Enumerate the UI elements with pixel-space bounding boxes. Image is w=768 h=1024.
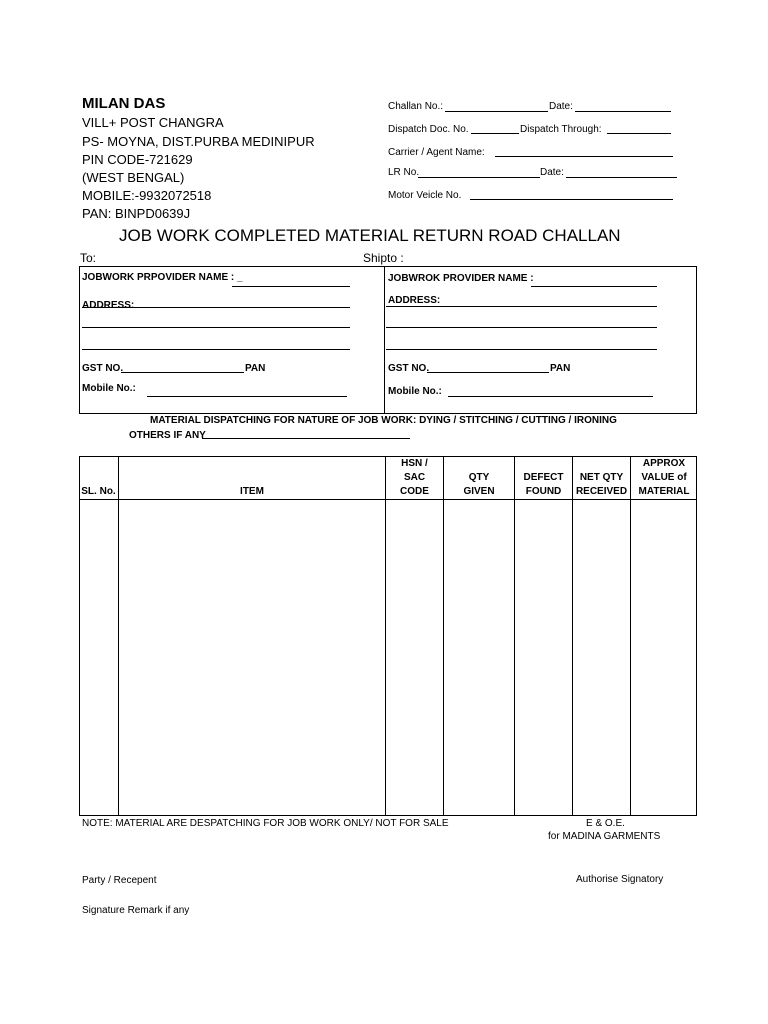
header-sl-no: SL. No.: [81, 486, 116, 497]
left-provider-name-field[interactable]: [232, 286, 350, 287]
others-label: OTHERS IF ANY: [129, 430, 206, 441]
signature-remark-label: Signature Remark if any: [82, 905, 190, 916]
lr-date-field[interactable]: [566, 177, 677, 178]
motor-vehicle-label: Motor Veicle No.: [388, 190, 462, 201]
right-address-line[interactable]: [386, 306, 657, 307]
sender-mobile: MOBILE:-9932072518: [82, 188, 212, 203]
header-defect-found: DEFECT FOUND: [523, 472, 564, 497]
header-net-qty-received: NET QTY RECEIVED: [575, 472, 628, 497]
sender-state: (WEST BENGAL): [82, 170, 185, 185]
authorise-signatory-label: Authorise Signatory: [576, 874, 664, 885]
left-address-label: ADDRESS:: [82, 300, 135, 311]
motor-vehicle-field[interactable]: [470, 199, 673, 200]
table-column-divider: [443, 456, 444, 816]
sender-address-line: VILL+ POST CHANGRA: [82, 115, 224, 130]
dispatch-nature-text: MATERIAL DISPATCHING FOR NATURE OF JOB WORK: DYING / STITCHING / CUTTING / IRONING: [150, 415, 617, 426]
left-address-line[interactable]: [82, 327, 350, 328]
dispatch-doc-label: Dispatch Doc. No.: [388, 124, 469, 135]
header-approx-value: APPROX VALUE of MATERIAL: [638, 458, 690, 497]
header-hsn-sac-code: HSN / SAC CODE: [400, 458, 429, 497]
right-pan-label: PAN: [550, 363, 571, 374]
table-column-divider: [118, 456, 119, 816]
right-gst-label: GST NO.: [388, 363, 430, 374]
carrier-field[interactable]: [495, 156, 673, 157]
right-address-label: ADDRESS:: [388, 295, 441, 306]
sender-address-line: PS- MOYNA, DIST.PURBA MEDINIPUR: [82, 134, 315, 149]
page-title: JOB WORK COMPLETED MATERIAL RETURN ROAD CHALLAN: [119, 226, 621, 245]
sender-pan: PAN: BINPD0639J: [82, 206, 191, 221]
left-gst-field[interactable]: [121, 372, 244, 373]
left-mobile-field[interactable]: [147, 396, 347, 397]
right-mobile-label: Mobile No.:: [388, 386, 442, 397]
to-label: To:: [80, 251, 97, 265]
right-mobile-field[interactable]: [448, 396, 653, 397]
left-address-line[interactable]: [82, 307, 350, 308]
party-recepent-label: Party / Recepent: [82, 875, 157, 886]
for-company-text: for MADINA GARMENTS: [548, 831, 661, 842]
table-column-divider: [385, 456, 386, 816]
others-field[interactable]: [202, 438, 410, 439]
note-text: NOTE: MATERIAL ARE DESPATCHING FOR JOB WORK ONLY/ NOT FOR SALE: [82, 818, 449, 829]
party-divider: [384, 266, 385, 414]
shipto-label: Shipto :: [363, 251, 404, 265]
lr-no-field[interactable]: [418, 177, 540, 178]
lr-date-label: Date:: [540, 167, 564, 178]
right-address-line[interactable]: [386, 327, 657, 328]
dispatch-through-label: Dispatch Through:: [520, 124, 602, 135]
challan-no-field[interactable]: [445, 111, 548, 112]
left-gst-label: GST NO.: [82, 363, 124, 374]
table-column-divider: [630, 456, 631, 816]
right-gst-field[interactable]: [427, 372, 549, 373]
table-column-divider: [514, 456, 515, 816]
table-header-divider: [79, 499, 697, 500]
sender-pin: PIN CODE-721629: [82, 152, 193, 167]
left-address-line[interactable]: [82, 349, 350, 350]
header-item: ITEM: [240, 486, 264, 497]
carrier-label: Carrier / Agent Name:: [388, 147, 485, 158]
right-provider-name-field[interactable]: [531, 286, 657, 287]
date-label: Date:: [549, 101, 573, 112]
left-pan-label: PAN: [245, 363, 266, 374]
dispatch-through-field[interactable]: [607, 133, 671, 134]
header-qty-given: QTY GIVEN: [463, 472, 495, 497]
items-table: [79, 456, 697, 816]
challan-no-label: Challan No.:: [388, 101, 444, 112]
sender-name: MILAN DAS: [82, 95, 166, 112]
lr-no-label: LR No.: [388, 167, 420, 178]
dispatch-doc-field[interactable]: [471, 133, 519, 134]
date-field[interactable]: [575, 111, 671, 112]
left-mobile-label: Mobile No.:: [82, 383, 136, 394]
right-provider-name-label: JOBWROK PROVIDER NAME :: [388, 273, 534, 284]
eoe-text: E & O.E.: [586, 818, 625, 829]
table-column-divider: [572, 456, 573, 816]
right-address-line[interactable]: [386, 349, 657, 350]
left-provider-name-label: JOBWORK PRPOVIDER NAME : _: [82, 272, 243, 283]
